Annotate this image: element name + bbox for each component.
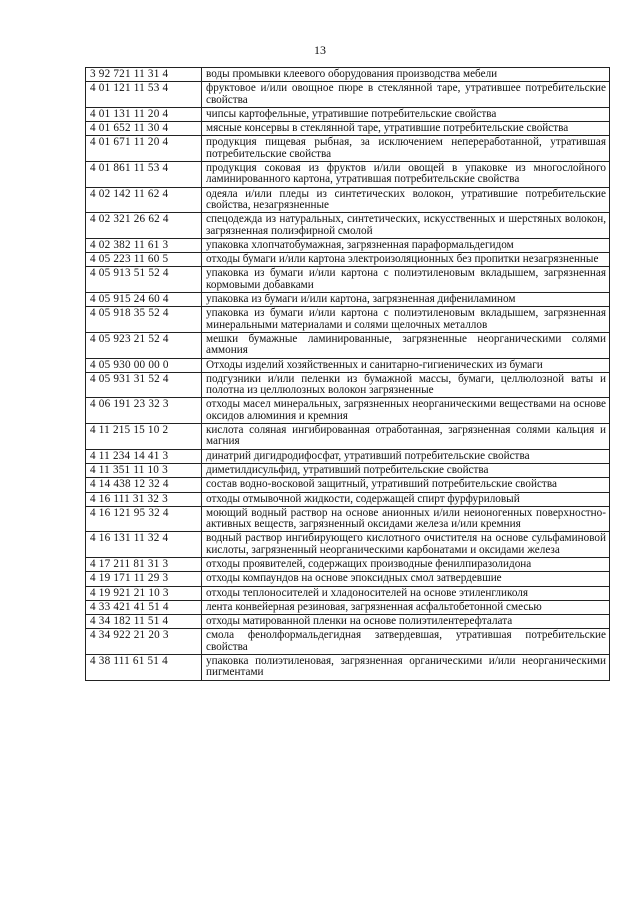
table-row <box>86 332 610 358</box>
table-row <box>86 253 610 267</box>
table-row <box>86 187 610 213</box>
table-row <box>86 557 610 571</box>
waste-description-cell: упаковка из бумаги и/или картона, загрязненная дифениламином <box>202 293 610 307</box>
waste-code-cell: 4 11 234 14 41 3 <box>86 449 202 463</box>
waste-code-table <box>85 67 610 681</box>
waste-description-cell: водный раствор ингибирующего кислотного очистителя на основе сульфаминовой кислоты, загрязненный неорганическими карбонатами и оксидами железа <box>202 532 610 558</box>
waste-code-cell: 4 05 913 51 52 4 <box>86 267 202 293</box>
waste-description-cell: упаковка из бумаги и/или картона с полиэтиленовым вкладышем, загрязненная кормовыми добавками <box>202 267 610 293</box>
waste-code-cell: 4 05 918 35 52 4 <box>86 307 202 333</box>
waste-code-cell: 4 01 861 11 53 4 <box>86 162 202 188</box>
table-row <box>86 463 610 477</box>
waste-description-cell: отходы матированной пленки на основе полиэтилентерефталата <box>202 615 610 629</box>
waste-description-cell: спецодежда из натуральных, синтетических, искусственных и шерстяных волокон, загрязненная полиэфирной смолой <box>202 213 610 239</box>
table-row <box>86 162 610 188</box>
table-row <box>86 82 610 108</box>
waste-code-cell: 4 05 223 11 60 5 <box>86 253 202 267</box>
table-row <box>86 307 610 333</box>
waste-code-cell: 4 16 121 95 32 4 <box>86 506 202 532</box>
waste-description-cell: упаковка из бумаги и/или картона с полиэтиленовым вкладышем, загрязненная минеральными материалами и солями щелочных металлов <box>202 307 610 333</box>
waste-code-cell: 4 01 121 11 53 4 <box>86 82 202 108</box>
table-body <box>86 68 610 681</box>
waste-description-cell: кислота соляная ингибированная отработанная, загрязненная солями кальция и магния <box>202 424 610 450</box>
table-row <box>86 478 610 492</box>
table-row <box>86 358 610 372</box>
waste-description-cell: продукция пищевая рыбная, за исключением непереработанной, утратившая потребительские свойства <box>202 136 610 162</box>
table-row <box>86 213 610 239</box>
waste-description-cell: отходы бумаги и/или картона электроизоляционных без пропитки незагрязненные <box>202 253 610 267</box>
table-row <box>86 586 610 600</box>
waste-code-cell: 4 01 671 11 20 4 <box>86 136 202 162</box>
waste-code-cell: 4 16 111 31 32 3 <box>86 492 202 506</box>
waste-code-cell: 4 05 915 24 60 4 <box>86 293 202 307</box>
waste-code-cell: 4 11 351 11 10 3 <box>86 463 202 477</box>
waste-description-cell: продукция соковая из фруктов и/или овощей в упаковке из многослойного ламинированного картона, утратившая потребительские свойства <box>202 162 610 188</box>
waste-description-cell: воды промывки клеевого оборудования производства мебели <box>202 68 610 82</box>
waste-description-cell: Отходы изделий хозяйственных и санитарно-гигиенических из бумаги <box>202 358 610 372</box>
table-row <box>86 492 610 506</box>
waste-code-cell: 4 11 215 15 10 2 <box>86 424 202 450</box>
waste-description-cell: динатрий дигидродифосфат, утративший потребительские свойства <box>202 449 610 463</box>
waste-code-cell: 4 05 923 21 52 4 <box>86 332 202 358</box>
waste-code-cell: 3 92 721 11 31 4 <box>86 68 202 82</box>
table-row <box>86 398 610 424</box>
waste-code-cell: 4 05 930 00 00 0 <box>86 358 202 372</box>
waste-description-cell: подгузники и/или пеленки из бумажной массы, бумаги, целлюлозной ваты и полотна из целлюлозных волокон загрязненные <box>202 372 610 398</box>
waste-description-cell: одеяла и/или пледы из синтетических волокон, утратившие потребительские свойства, незагрязненные <box>202 187 610 213</box>
table-row <box>86 629 610 655</box>
waste-code-cell: 4 02 142 11 62 4 <box>86 187 202 213</box>
waste-description-cell: отходы теплоносителей и хладоносителей на основе этиленгликоля <box>202 586 610 600</box>
table-row <box>86 372 610 398</box>
waste-description-cell: отходы компаундов на основе эпоксидных смол затвердевшие <box>202 572 610 586</box>
waste-code-cell: 4 34 922 21 20 3 <box>86 629 202 655</box>
waste-description-cell: диметилдисульфид, утративший потребительские свойства <box>202 463 610 477</box>
waste-code-cell: 4 34 182 11 51 4 <box>86 615 202 629</box>
table-row <box>86 600 610 614</box>
table-row <box>86 532 610 558</box>
waste-code-cell: 4 14 438 12 32 4 <box>86 478 202 492</box>
waste-description-cell: состав водно-восковой защитный, утративший потребительские свойства <box>202 478 610 492</box>
waste-description-cell: лента конвейерная резиновая, загрязненная асфальтобетонной смесью <box>202 600 610 614</box>
waste-code-cell: 4 33 421 41 51 4 <box>86 600 202 614</box>
waste-description-cell: отходы отмывочной жидкости, содержащей спирт фурфуриловый <box>202 492 610 506</box>
table-row <box>86 655 610 681</box>
waste-code-cell: 4 19 171 11 29 3 <box>86 572 202 586</box>
waste-description-cell: мешки бумажные ламинированные, загрязненные неорганическими солями аммония <box>202 332 610 358</box>
table-row <box>86 506 610 532</box>
table-row <box>86 293 610 307</box>
waste-description-cell: упаковка полиэтиленовая, загрязненная органическими и/или неорганическими пигментами <box>202 655 610 681</box>
table-row <box>86 615 610 629</box>
waste-code-cell: 4 17 211 81 31 3 <box>86 557 202 571</box>
waste-code-cell: 4 06 191 23 32 3 <box>86 398 202 424</box>
waste-description-cell: моющий водный раствор на основе анионных и/или неионогенных поверхностно-активных веществ, загрязненный оксидами железа и/или кремния <box>202 506 610 532</box>
table-row <box>86 107 610 121</box>
waste-description-cell: чипсы картофельные, утратившие потребительские свойства <box>202 107 610 121</box>
table-row <box>86 136 610 162</box>
waste-code-cell: 4 02 321 26 62 4 <box>86 213 202 239</box>
waste-description-cell: мясные консервы в стеклянной таре, утратившие потребительские свойства <box>202 122 610 136</box>
table-row <box>86 238 610 252</box>
waste-code-cell: 4 16 131 11 32 4 <box>86 532 202 558</box>
waste-description-cell: смола фенолформальдегидная затвердевшая, утратившая потребительские свойства <box>202 629 610 655</box>
waste-description-cell: упаковка хлопчатобумажная, загрязненная параформальдегидом <box>202 238 610 252</box>
waste-code-cell: 4 01 652 11 30 4 <box>86 122 202 136</box>
waste-code-cell: 4 19 921 21 10 3 <box>86 586 202 600</box>
waste-code-cell: 4 05 931 31 52 4 <box>86 372 202 398</box>
table-row <box>86 68 610 82</box>
waste-description-cell: отходы масел минеральных, загрязненных неорганическими веществами на основе оксидов алюминия и кремния <box>202 398 610 424</box>
table-row <box>86 122 610 136</box>
waste-code-cell: 4 38 111 61 51 4 <box>86 655 202 681</box>
table-row <box>86 267 610 293</box>
waste-description-cell: фруктовое и/или овощное пюре в стеклянной таре, утратившее потребительские свойства <box>202 82 610 108</box>
waste-code-cell: 4 01 131 11 20 4 <box>86 107 202 121</box>
table-row <box>86 572 610 586</box>
table-row <box>86 424 610 450</box>
waste-description-cell: отходы проявителей, содержащих производные фенилпиразолидона <box>202 557 610 571</box>
page-number: 13 <box>314 43 326 57</box>
waste-code-cell: 4 02 382 11 61 3 <box>86 238 202 252</box>
table-row <box>86 449 610 463</box>
